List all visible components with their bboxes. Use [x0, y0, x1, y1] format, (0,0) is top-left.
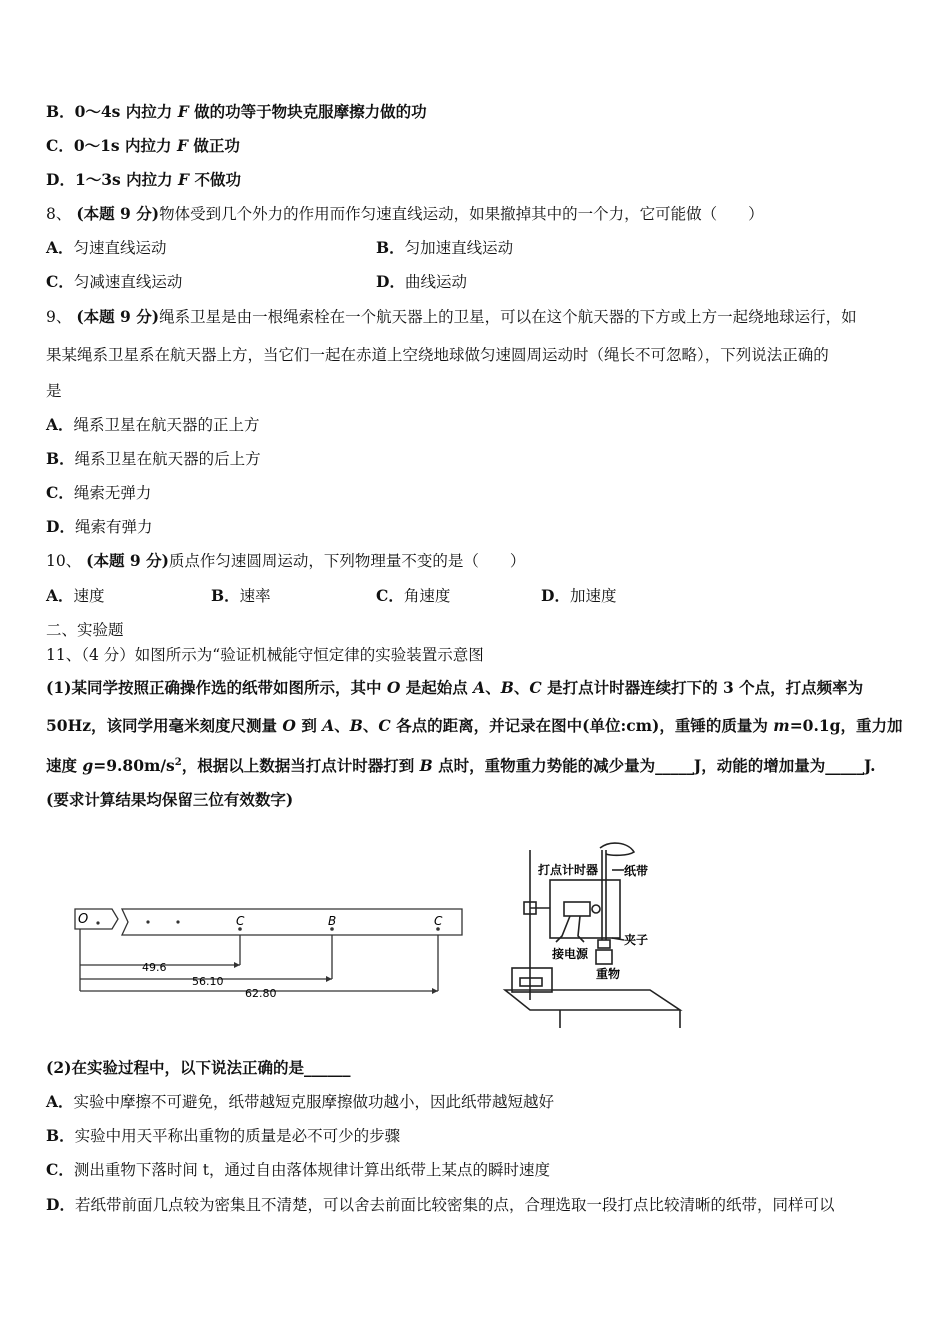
tape-label-o: O: [78, 912, 89, 927]
q11-part1-line2: 50Hz，该同学用毫米刻度尺测量 O 到 A、B、C 各点的距离，并记录在图中(单位:cm)，重锤的质量为 m=0.1g，重力加: [46, 716, 903, 735]
q8-stem: 8、 (本题 9 分)物体受到几个外力的作用而作匀速直线运动，如果撤掉其中的一个力，它可能做（ ）: [46, 204, 764, 223]
q11-stem: 11、（4 分）如图所示为“验证机械能守恒定律的实验装置示意图: [46, 646, 484, 664]
q9-option-c: C．绳索无弹力: [46, 483, 152, 502]
q7-option-d: D．1～3s 内拉力 F 不做功: [46, 170, 241, 189]
tape-label-b: B: [328, 914, 337, 928]
q10-option-c: C．角速度: [376, 586, 451, 605]
q9-stem-line3: 是: [46, 382, 62, 400]
q9-stem-line2: 果某绳系卫星系在航天器上方，当它们一起在赤道上空绕地球做匀速圆周运动时（绳长不可忽略），下列说法正确的: [46, 346, 829, 364]
dist-label-1: 49.6: [142, 961, 167, 974]
apparatus-figure: [500, 840, 700, 1030]
q8-option-b: B．匀加速直线运动: [376, 238, 514, 257]
q9-option-b: B．绳系卫星在航天器的后上方: [46, 449, 261, 468]
dist-label-2: 56.10: [192, 975, 224, 988]
label-timer: 打点计时器: [538, 863, 599, 877]
q11-part1-line1: (1)某同学按照正确操作选的纸带如图所示，其中 O 是起始点 A、B、C 是打点计时器连续打下的 3 个点，打点频率为: [46, 678, 864, 697]
q8-options-row2: [46, 272, 906, 292]
label-tape: 纸带: [624, 864, 649, 878]
q9-option-d: D．绳索有弹力: [46, 517, 153, 536]
q8-option-c: C．匀减速直线运动: [46, 272, 183, 291]
q8-options-row1: [46, 238, 906, 258]
q8-option-a: A．匀速直线运动: [46, 238, 167, 257]
q10-option-d: D．加速度: [541, 586, 617, 605]
q11-part2-option-b: B．实验中用天平称出重物的质量是必不可少的步骤: [46, 1126, 401, 1145]
q10-option-a: A．速度: [46, 586, 105, 605]
q10-option-b: B．速率: [211, 586, 271, 605]
tape-label-c1: C: [236, 914, 245, 928]
q8-option-d: D．曲线运动: [376, 272, 467, 291]
q7-option-c: C．0～1s 内拉力 F 做正功: [46, 136, 240, 155]
q11-part2-stem: (2)在实验过程中，以下说法正确的是______: [46, 1058, 351, 1077]
q11-part2-option-c: C．测出重物下落时间 t，通过自由落体规律计算出纸带上某点的瞬时速度: [46, 1160, 551, 1179]
q10-options-row: [46, 586, 906, 606]
q11-part1-line3: 速度 $g=9.80m/s^2$，根据以上数据当打点计时器打到 B 点时，重物重力势能的减少量为_____J，动能的增加量为_____J.: [46, 756, 876, 776]
tape-label-c2: C: [434, 914, 443, 928]
paper-tape-figure: [70, 895, 470, 1005]
q10-stem: 10、 (本题 9 分)质点作匀速圆周运动，下列物理量不变的是（ ）: [46, 551, 526, 570]
q7-option-b: B．0～4s 内拉力 F 做的功等于物块克服摩擦力做的功: [46, 102, 427, 121]
label-clamp: 夹子: [624, 933, 649, 947]
label-power: 接电源: [552, 947, 589, 961]
label-weight: 重物: [596, 967, 621, 981]
q11-part1-line4: (要求计算结果均保留三位有效数字): [46, 790, 294, 809]
q9-option-a: A．绳系卫星在航天器的正上方: [46, 415, 260, 434]
q11-part2-option-d: D．若纸带前面几点较为密集且不清楚，可以舍去前面比较密集的点，合理选取一段打点比较清晰的纸带，同样可以: [46, 1195, 835, 1214]
tape-right-segment: [122, 909, 462, 935]
q11-part2-option-a: A．实验中摩擦不可避免，纸带越短克服摩擦做功越小，因此纸带越短越好: [46, 1092, 555, 1111]
q9-stem-line1: 9、 (本题 9 分)绳系卫星是由一根绳索栓在一个航天器上的卫星，可以在这个航天器的下方或上方一起绕地球运行，如: [46, 307, 857, 326]
dist-label-3: 62.80: [245, 987, 277, 1000]
section-heading: 二、实验题: [46, 621, 124, 639]
